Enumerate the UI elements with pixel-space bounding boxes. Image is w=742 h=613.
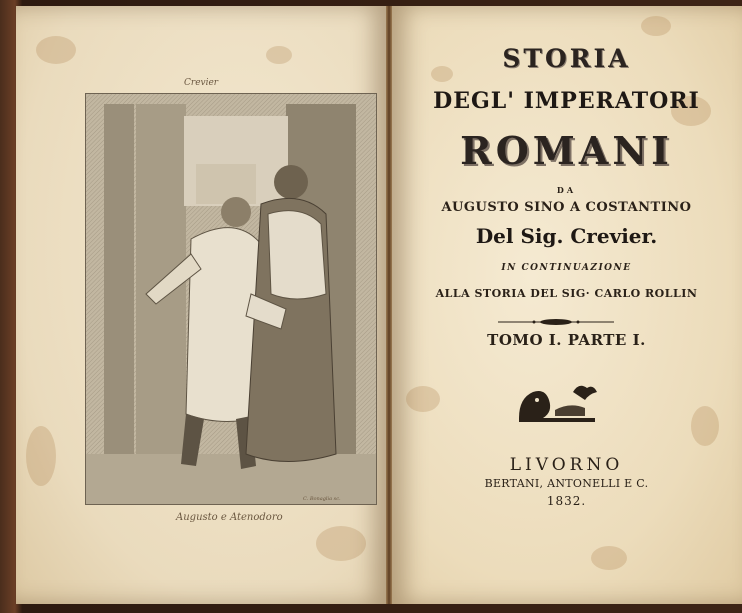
title-line-romani: ROMANI: [460, 128, 673, 173]
imprint-publisher: BERTANI, ANTONELLI E C.: [484, 477, 649, 490]
plate-caption-bottom: Augusto e Atenodoro: [176, 512, 283, 523]
imprint-year: 1832.: [546, 494, 587, 508]
plate-credit: C. Bonaglia sc.: [303, 496, 341, 502]
lion-ornament-icon: [515, 378, 601, 426]
engraving-illustration: [86, 94, 376, 504]
author-text: Del Sig. Crevier.: [475, 224, 658, 248]
plate-caption-top: Crevier: [184, 78, 219, 88]
subtitle-text: AUGUSTO SINO A COSTANTINO: [441, 200, 692, 215]
volume-text: TOMO I. PARTE I.: [487, 331, 646, 349]
imprint-city: LIVORNO: [509, 455, 624, 475]
engraving-plate: [85, 93, 377, 505]
continuation-text: IN CONTINUAZIONE: [501, 263, 632, 273]
continuation-of-text: ALLA STORIA DEL SIG· CARLO ROLLIN: [435, 287, 698, 300]
title-line-imperatori: DEGL' IMPERATORI: [433, 88, 700, 114]
ornamental-rule: [498, 318, 614, 326]
da-text: DA: [556, 185, 577, 195]
title-line-storia: STORIA: [502, 44, 631, 73]
